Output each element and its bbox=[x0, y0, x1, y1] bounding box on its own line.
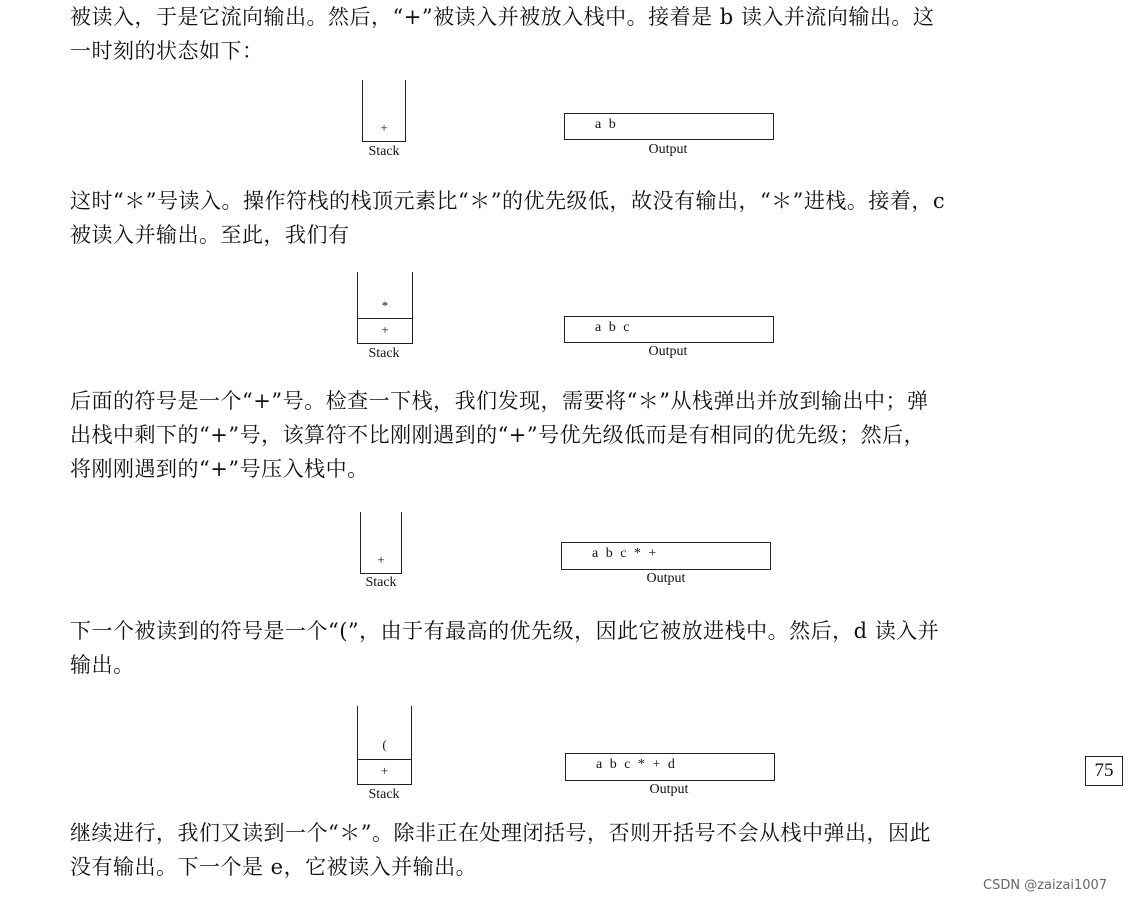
output-box: a b c bbox=[564, 316, 774, 343]
stack-cell: + bbox=[377, 552, 385, 567]
paragraph-2 bbox=[70, 184, 1070, 252]
operator-stack bbox=[362, 80, 406, 142]
output-caption: Output bbox=[648, 142, 688, 157]
stack-caption: Stack bbox=[368, 787, 400, 802]
stack-cell: ( bbox=[382, 737, 387, 752]
stack-cell: + bbox=[358, 318, 412, 343]
operator-stack bbox=[357, 706, 412, 785]
text-line: 没有输出。下一个是 e，它被读入并输出。 bbox=[70, 855, 478, 879]
text-line: 继续进行，我们又读到一个“＊”。除非正在处理闭括号，否则开括号不会从栈中弹出，因此 bbox=[70, 821, 931, 845]
text-line: 下一个被读到的符号是一个“(”，由于有最高的优先级，因此它被放进栈中。然后，d 读入并 bbox=[70, 619, 940, 643]
stack-caption: Stack bbox=[368, 346, 400, 361]
text-line: 将刚刚遇到的“+”号压入栈中。 bbox=[70, 457, 369, 481]
stack-caption: Stack bbox=[368, 144, 400, 159]
output-box: a b c * + d bbox=[565, 753, 775, 781]
operator-stack bbox=[357, 272, 413, 344]
stack-cell: * bbox=[381, 298, 389, 313]
text-line: 这时“＊”号读入。操作符栈的栈顶元素比“＊”的优先级低，故没有输出，“＊”进栈。接着，c bbox=[70, 189, 946, 213]
stack-cell: + bbox=[380, 120, 388, 135]
paragraph-5 bbox=[70, 816, 1070, 884]
output-caption: Output bbox=[649, 782, 689, 797]
text-line: 一时刻的状态如下： bbox=[70, 39, 264, 63]
paragraph-3 bbox=[70, 384, 1070, 486]
operator-stack bbox=[360, 512, 402, 574]
text-line: 输出。 bbox=[70, 653, 135, 677]
text-line: 被读入并输出。至此，我们有 bbox=[70, 223, 350, 247]
paragraph-1 bbox=[70, 0, 1070, 68]
output-box: a b bbox=[564, 113, 774, 140]
stack-cell: + bbox=[358, 759, 411, 784]
stack-caption: Stack bbox=[365, 575, 397, 590]
page-number: 75 bbox=[1085, 756, 1123, 786]
paragraph-4 bbox=[70, 614, 1070, 682]
watermark: CSDN @zaizai1007 bbox=[983, 878, 1108, 893]
output-caption: Output bbox=[646, 571, 686, 586]
output-box: a b c * + bbox=[561, 542, 771, 570]
text-line: 出栈中剩下的“+”号，该算符不比刚刚遇到的“+”号优先级低而是有相同的优先级；然后， bbox=[70, 423, 926, 447]
text-line: 被读入，于是它流向输出。然后，“+”被读入并被放入栈中。接着是 b 读入并流向输出。这 bbox=[70, 5, 935, 29]
output-caption: Output bbox=[648, 344, 688, 359]
text-line: 后面的符号是一个“+”号。检查一下栈，我们发现，需要将“＊”从栈弹出并放到输出中；弹 bbox=[70, 389, 929, 413]
